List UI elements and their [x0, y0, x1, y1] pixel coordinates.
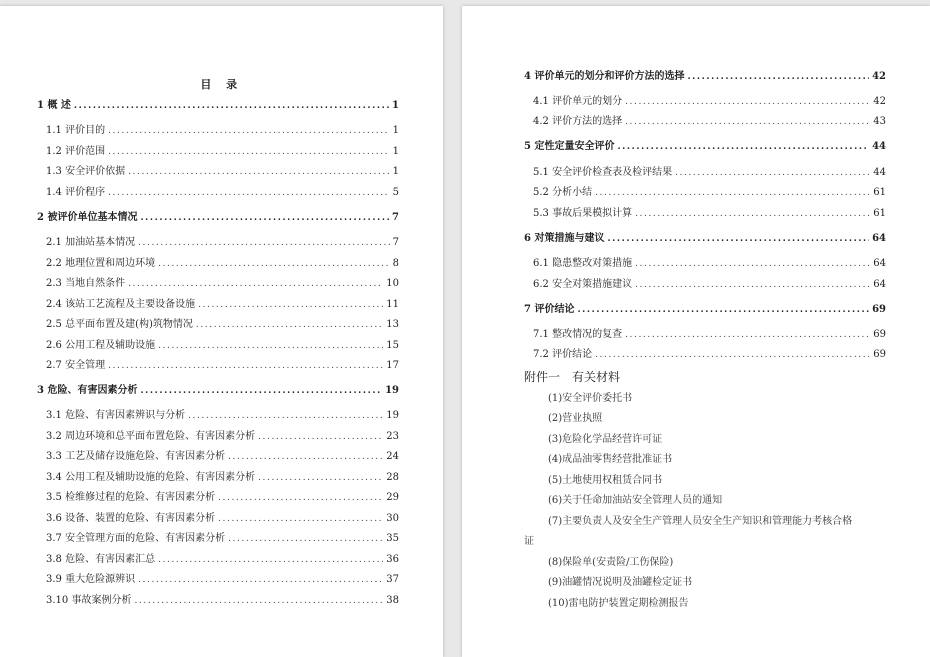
toc-dot-leader — [158, 259, 390, 269]
toc-section-entry[interactable] — [46, 336, 399, 351]
appendix-item: (1)安全评价委托书 — [548, 393, 633, 404]
toc-dot-leader — [128, 167, 390, 177]
toc-entry-title: 5.3 事故后果模拟计算 — [533, 208, 633, 219]
toc-section-entry[interactable] — [46, 356, 399, 371]
toc-dot-leader — [140, 213, 389, 223]
toc-entry-title: 2.6 公用工程及辅助设施 — [46, 340, 156, 351]
toc-page-number: 7 — [392, 212, 399, 223]
toc-entry-title: 2.3 当地自然条件 — [46, 278, 126, 289]
toc-entry-title: 2.4 该站工艺流程及主要设备设施 — [46, 299, 196, 310]
toc-entry-title: 4.2 评价方法的选择 — [533, 116, 623, 127]
appendix-item: (8)保险单(安责险/工伤保险) — [548, 557, 674, 568]
toc-page-number: 64 — [872, 233, 886, 244]
toc-section-entry[interactable] — [533, 254, 886, 269]
toc-section-entry[interactable] — [533, 112, 886, 127]
toc-page-number: 44 — [873, 167, 886, 178]
toc-entry-title: 1.1 评价目的 — [46, 125, 106, 136]
toc-page-number: 36 — [386, 554, 399, 565]
toc-page-number: 7 — [392, 237, 399, 248]
toc-section-entry[interactable] — [46, 183, 399, 198]
toc-page-number: 28 — [386, 472, 399, 483]
toc-entry-title: 3.2 周边环境和总平面布置危险、有害因素分析 — [46, 431, 256, 442]
toc-page-number: 24 — [386, 451, 399, 462]
toc-entry-title: 3.4 公用工程及辅助设施的危险、有害因素分析 — [46, 472, 256, 483]
toc-entry-title: 6.2 安全对策措施建议 — [533, 279, 633, 290]
toc-section-entry[interactable] — [533, 183, 886, 198]
toc-entry-title: 2.7 安全管理 — [46, 360, 106, 371]
toc-section-entry[interactable] — [533, 204, 886, 219]
toc-page-number: 1 — [392, 146, 399, 157]
toc-entry-title: 2 被评价单位基本情况 — [37, 212, 138, 223]
toc-dot-leader — [635, 259, 870, 269]
toc-page-number: 1 — [392, 166, 399, 177]
appendix-item: (10)雷电防护装置定期检测报告 — [548, 598, 689, 609]
toc-section-entry[interactable] — [46, 550, 399, 565]
toc-section-entry[interactable] — [46, 274, 399, 289]
toc-page-number: 15 — [386, 340, 399, 351]
toc-dot-leader — [138, 575, 383, 585]
toc-page-number: 64 — [873, 279, 886, 290]
toc-page-number: 29 — [386, 492, 399, 503]
toc-section-entry[interactable] — [46, 509, 399, 524]
toc-section-entry[interactable] — [533, 275, 886, 290]
toc-page-number: 42 — [873, 96, 886, 107]
appendix-item: (2)营业执照 — [548, 413, 603, 424]
toc-section-entry[interactable] — [46, 427, 399, 442]
toc-page-number: 1 — [392, 125, 399, 136]
toc-page-number: 19 — [386, 410, 399, 421]
toc-dot-leader — [218, 514, 383, 524]
toc-page-number: 69 — [873, 349, 886, 360]
toc-chapter-entry[interactable] — [524, 300, 886, 315]
toc-dot-leader — [617, 142, 869, 152]
toc-entry-title: 1.2 评价范围 — [46, 146, 106, 157]
toc-entry-title: 7 评价结论 — [524, 304, 575, 315]
toc-entry-title: 2.1 加油站基本情况 — [46, 237, 136, 248]
toc-page-number: 38 — [386, 595, 399, 606]
toc-section-entry[interactable] — [46, 529, 399, 544]
toc-entry-title: 1.4 评价程序 — [46, 187, 106, 198]
toc-entry-title: 3.10 事故案例分析 — [46, 595, 132, 606]
toc-section-entry[interactable] — [46, 142, 399, 157]
toc-section-entry[interactable] — [46, 591, 399, 606]
toc-dot-leader — [158, 555, 383, 565]
toc-chapter-entry[interactable] — [524, 67, 886, 82]
toc-section-entry[interactable] — [46, 315, 399, 330]
appendix-title: 附件一 有关材料 — [524, 370, 621, 384]
toc-dot-leader — [196, 320, 383, 330]
toc-section-entry[interactable] — [46, 488, 399, 503]
toc-entry-title: 3.1 危险、有害因素辨识与分析 — [46, 410, 186, 421]
appendix-item: (3)危险化学品经营许可证 — [548, 434, 663, 445]
toc-entry-title: 3.5 检维修过程的危险、有害因素分析 — [46, 492, 216, 503]
toc-chapter-entry[interactable] — [37, 96, 399, 111]
toc-dot-leader — [74, 101, 389, 111]
toc-dot-leader — [687, 72, 869, 82]
toc-entry-title: 2.2 地理位置和周边环境 — [46, 258, 156, 269]
appendix-item: 证 — [524, 536, 534, 547]
toc-dot-leader — [595, 188, 870, 198]
toc-dot-leader — [188, 411, 383, 421]
toc-dot-leader — [625, 97, 870, 107]
toc-chapter-entry[interactable] — [524, 229, 886, 244]
toc-page-number: 5 — [392, 187, 399, 198]
toc-page-number: 10 — [386, 278, 399, 289]
toc-dot-leader — [595, 350, 870, 360]
toc-section-entry[interactable] — [533, 325, 886, 340]
toc-section-entry[interactable] — [533, 345, 886, 360]
appendix-item: (4)成品油零售经营批准证书 — [548, 454, 673, 465]
toc-page-number: 37 — [386, 574, 399, 585]
toc-section-entry[interactable] — [46, 121, 399, 136]
toc-page-number: 11 — [386, 299, 399, 310]
toc-entry-title: 6 对策措施与建议 — [524, 233, 605, 244]
toc-entry-title: 5.1 安全评价检查表及检评结果 — [533, 167, 673, 178]
toc-section-entry[interactable] — [46, 254, 399, 269]
toc-page-number: 69 — [872, 304, 886, 315]
toc-page-number: 43 — [873, 116, 886, 127]
toc-entry-title: 7.2 评价结论 — [533, 349, 593, 360]
toc-page-number: 19 — [385, 385, 399, 396]
toc-entry-title: 3.3 工艺及储存设施危险、有害因素分析 — [46, 451, 226, 462]
toc-entry-title: 3 危险、有害因素分析 — [37, 385, 138, 396]
appendix-item: (7)主要负责人及安全生产管理人员安全生产知识和管理能力考核合格 — [548, 516, 853, 527]
toc-entry-title: 3.9 重大危险源辨识 — [46, 574, 136, 585]
toc-chapter-entry[interactable] — [524, 137, 886, 152]
toc-page-number: 1 — [392, 100, 399, 111]
toc-page-number: 17 — [386, 360, 399, 371]
toc-section-entry[interactable] — [533, 163, 886, 178]
toc-entry-title: 4 评价单元的划分和评价方法的选择 — [524, 71, 685, 82]
toc-dot-leader — [258, 432, 383, 442]
toc-page-number: 69 — [873, 329, 886, 340]
toc-dot-leader — [108, 188, 390, 198]
toc-entry-title: 1 概 述 — [37, 100, 71, 111]
toc-entry-title: 7.1 整改情况的复查 — [533, 329, 623, 340]
toc-entry-title: 4.1 评价单元的划分 — [533, 96, 623, 107]
toc-entry-title: 5.2 分析小结 — [533, 187, 593, 198]
toc-entry-title: 3.8 危险、有害因素汇总 — [46, 554, 156, 565]
toc-page-number: 61 — [873, 208, 886, 219]
toc-dot-leader — [625, 117, 870, 127]
toc-entry-title: 6.1 隐患整改对策措施 — [533, 258, 633, 269]
toc-entry-title: 2.5 总平面布置及建(构)筑物情况 — [46, 319, 193, 330]
toc-dot-leader — [108, 126, 390, 136]
toc-entry-title: 5 定性定量安全评价 — [524, 141, 615, 152]
toc-page-number: 64 — [873, 258, 886, 269]
appendix-item: (5)土地使用权租赁合同书 — [548, 475, 663, 486]
toc-dot-leader — [228, 452, 383, 462]
toc-page-number: 35 — [386, 533, 399, 544]
toc-entry-title: 3.6 设备、装置的危险、有害因素分析 — [46, 513, 216, 524]
toc-section-entry[interactable] — [533, 92, 886, 107]
toc-page-number: 42 — [872, 71, 886, 82]
toc-dot-leader — [158, 341, 383, 351]
toc-page-number: 8 — [392, 258, 399, 269]
toc-section-entry[interactable] — [46, 468, 399, 483]
toc-dot-leader — [134, 596, 383, 606]
toc-dot-leader — [228, 534, 383, 544]
document-page-right — [462, 6, 930, 657]
toc-section-entry[interactable] — [46, 233, 399, 248]
toc-chapter-entry[interactable] — [37, 381, 399, 396]
toc-entry-title: 3.7 安全管理方面的危险、有害因素分析 — [46, 533, 226, 544]
toc-dot-leader — [635, 209, 870, 219]
toc-dot-leader — [577, 305, 869, 315]
document-page-left — [0, 6, 443, 657]
toc-page-number: 61 — [873, 187, 886, 198]
toc-dot-leader — [108, 147, 390, 157]
toc-section-entry[interactable] — [46, 406, 399, 421]
toc-dot-leader — [218, 493, 383, 503]
toc-dot-leader — [128, 279, 383, 289]
toc-dot-leader — [138, 238, 390, 248]
appendix-item: (6)关于任命加油站安全管理人员的通知 — [548, 495, 723, 506]
toc-dot-leader — [140, 386, 382, 396]
toc-page-number: 23 — [386, 431, 399, 442]
toc-page-number: 44 — [872, 141, 886, 152]
toc-dot-leader — [635, 280, 870, 290]
appendix-item: (9)油罐情况说明及油罐检定证书 — [548, 577, 693, 588]
toc-page-number: 13 — [386, 319, 399, 330]
toc-dot-leader — [625, 330, 870, 340]
toc-section-entry[interactable] — [46, 570, 399, 585]
toc-dot-leader — [675, 168, 870, 178]
toc-section-entry[interactable] — [46, 162, 399, 177]
toc-title: 目 录 — [200, 78, 243, 91]
toc-entry-title: 1.3 安全评价依据 — [46, 166, 126, 177]
toc-dot-leader — [607, 234, 869, 244]
toc-chapter-entry[interactable] — [37, 208, 399, 223]
toc-dot-leader — [198, 300, 383, 310]
toc-dot-leader — [258, 473, 383, 483]
toc-section-entry[interactable] — [46, 295, 399, 310]
toc-dot-leader — [108, 361, 383, 371]
toc-page-number: 30 — [386, 513, 399, 524]
toc-section-entry[interactable] — [46, 447, 399, 462]
